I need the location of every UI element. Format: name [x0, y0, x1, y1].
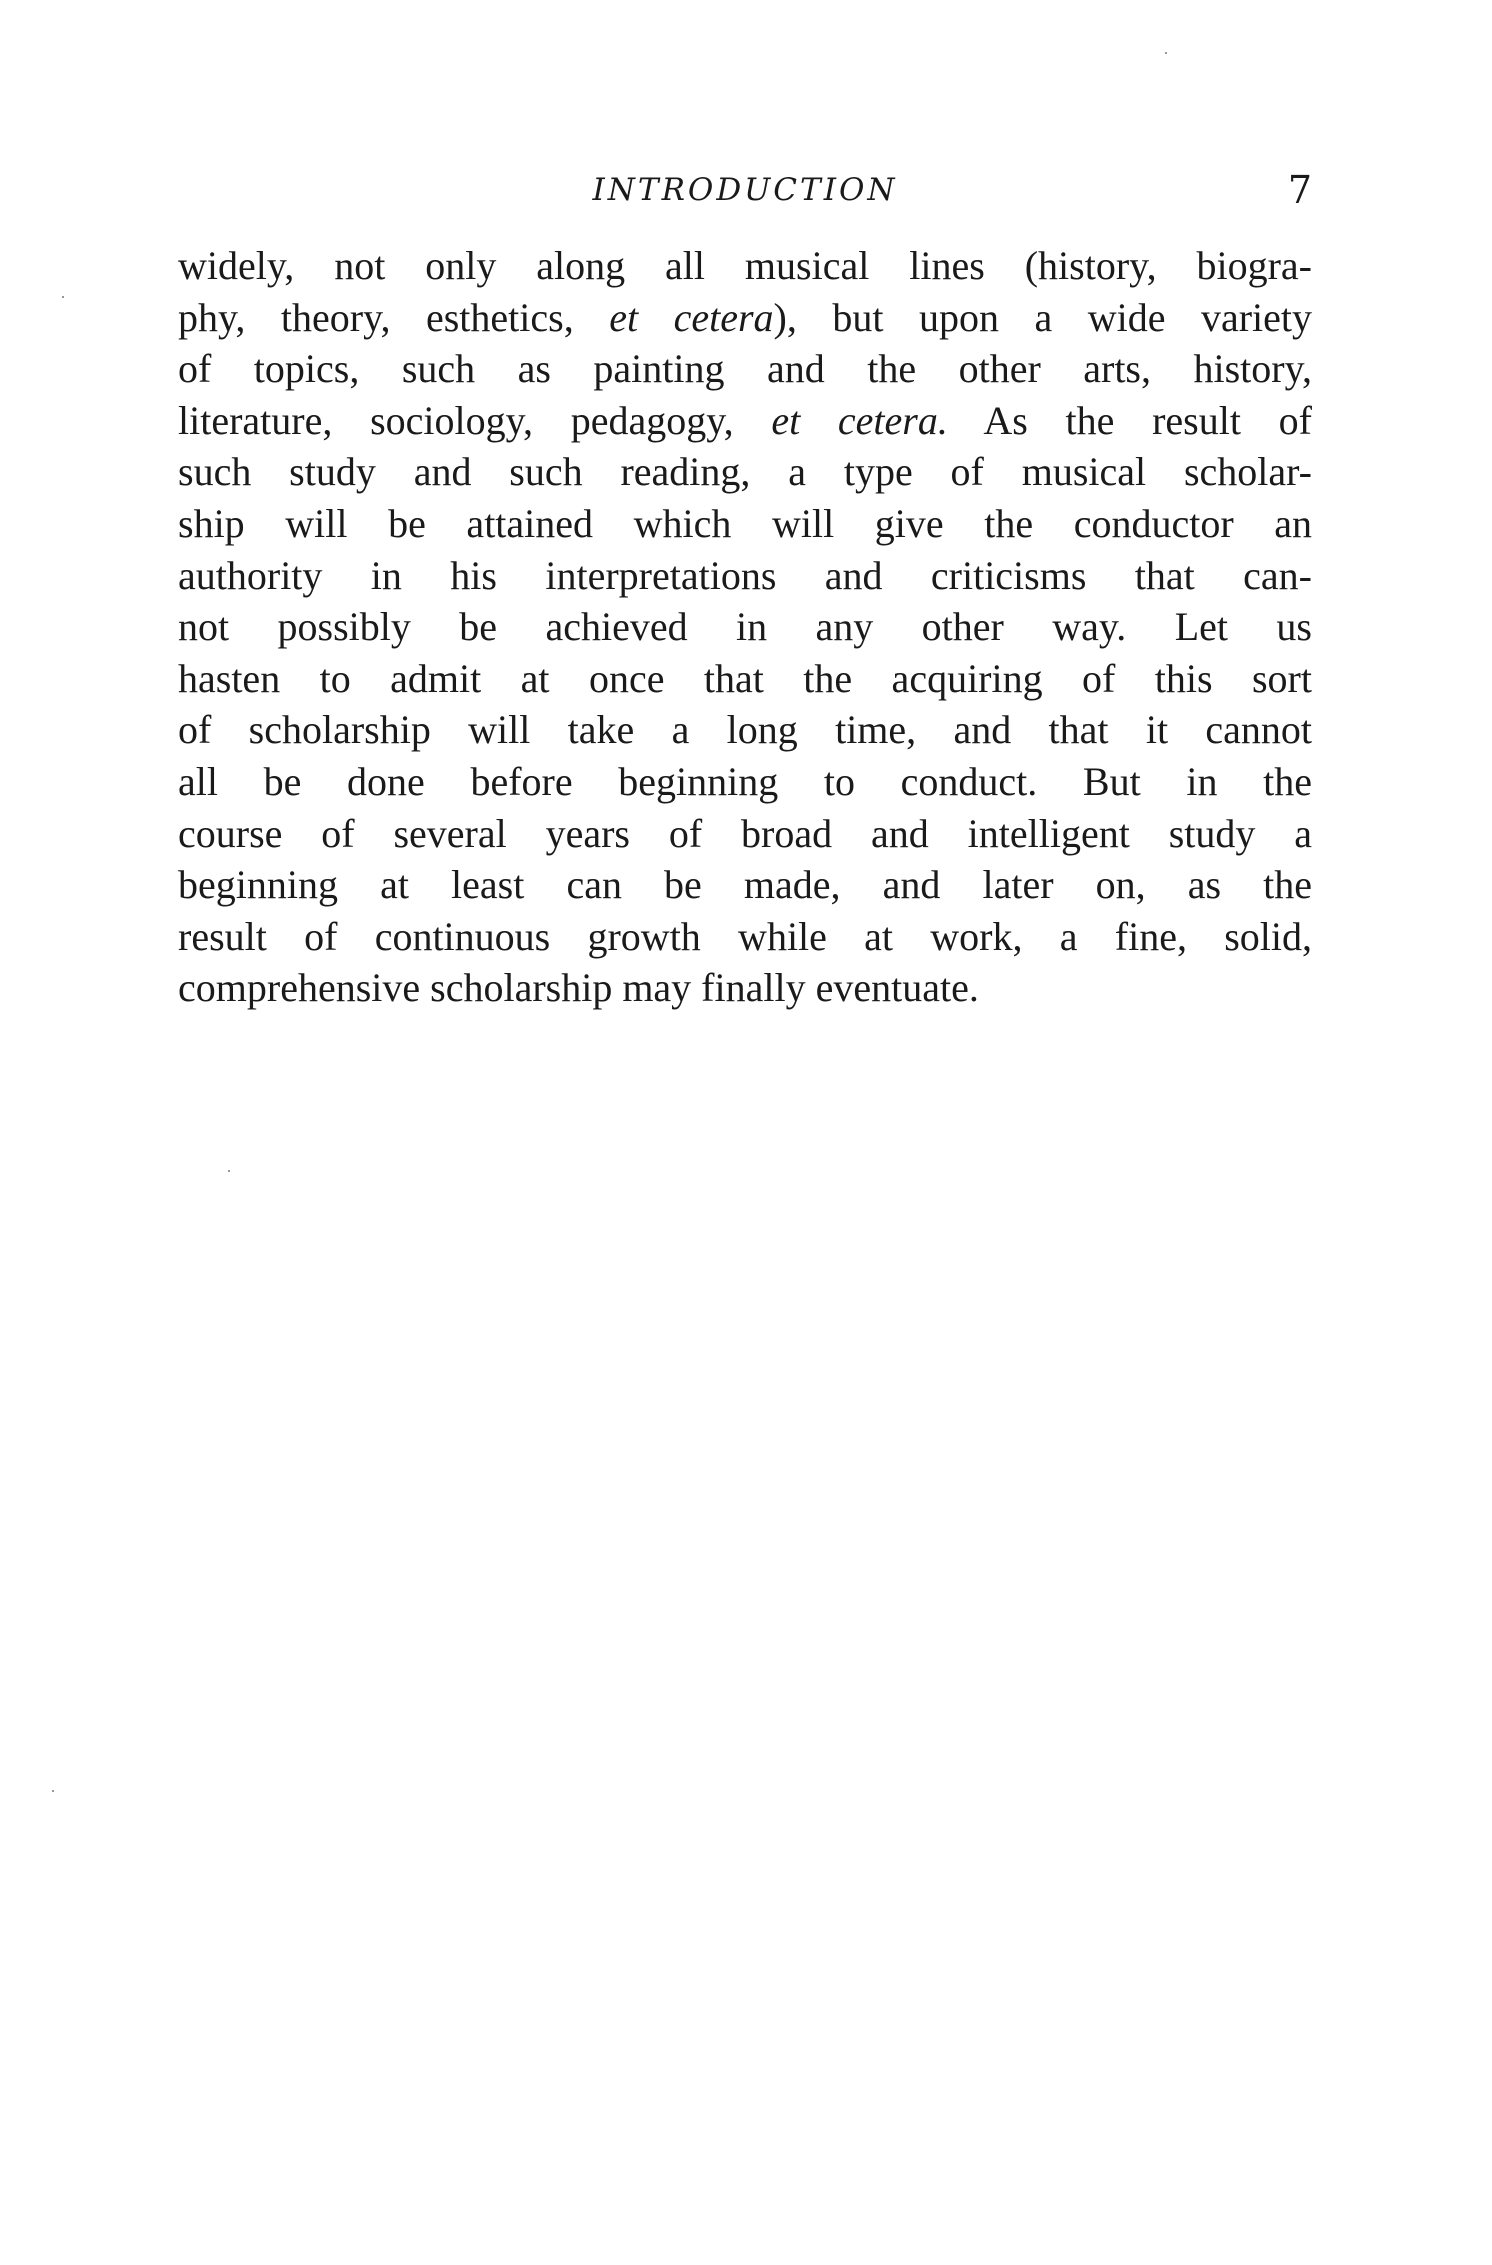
text-line: [178, 343, 1312, 395]
text-segment: ship will be attained which will give the conductor an: [178, 500, 1312, 546]
print-speck: [52, 1790, 54, 1792]
text-line: [178, 808, 1312, 860]
text-segment: such study and such reading, a type of musical scholar-: [178, 449, 1312, 495]
text-segment: not possibly be achieved in any other way. Let us: [178, 604, 1312, 650]
italic-phrase: et cetera.: [771, 397, 948, 443]
body-paragraph: [178, 240, 1312, 1014]
text-segment: course of several years of broad and intelligent study a: [178, 810, 1312, 856]
text-segment: result of continuous growth while at work, a fine, solid,: [178, 913, 1312, 959]
text-line: [178, 395, 1312, 447]
page-number: 7: [1287, 168, 1312, 212]
print-speck: [62, 296, 64, 298]
text-line: [178, 653, 1312, 705]
text-segment: of topics, such as painting and the other arts, history,: [178, 346, 1312, 392]
text-line: [178, 446, 1312, 498]
text-segment: comprehensive scholarship may finally eventuate.: [178, 965, 979, 1011]
text-segment: of scholarship will take a long time, and that it cannot: [178, 707, 1312, 753]
text-line: [178, 550, 1312, 602]
text-segment: beginning at least can be made, and later on, as the: [178, 862, 1312, 908]
text-line: [178, 859, 1312, 911]
text-line: [178, 240, 1312, 292]
italic-phrase: et cetera: [609, 294, 774, 340]
text-segment: literature, sociology, pedagogy,: [178, 397, 772, 443]
running-head: [178, 160, 1312, 220]
print-speck: [228, 1170, 230, 1172]
text-segment: widely, not only along all musical lines (history, biogra-: [178, 243, 1312, 288]
text-line: [178, 704, 1312, 756]
text-line: [178, 962, 1312, 1014]
text-segment: ), but upon a wide variety: [773, 294, 1313, 340]
text-line: [178, 756, 1312, 808]
text-segment: As the result of: [947, 397, 1312, 443]
text-segment: all be done before beginning to conduct. But in the: [178, 758, 1312, 804]
text-segment: hasten to admit at once that the acquiring of this sort: [178, 655, 1312, 701]
running-title: INTRODUCTION: [592, 172, 898, 208]
text-line: [178, 498, 1312, 550]
text-segment: authority in his interpretations and criticisms that can-: [178, 552, 1312, 598]
print-speck: [1165, 52, 1167, 54]
text-segment: phy, theory, esthetics,: [178, 294, 610, 340]
text-line: [178, 911, 1312, 963]
text-line: [178, 601, 1312, 653]
text-line: [178, 292, 1312, 344]
